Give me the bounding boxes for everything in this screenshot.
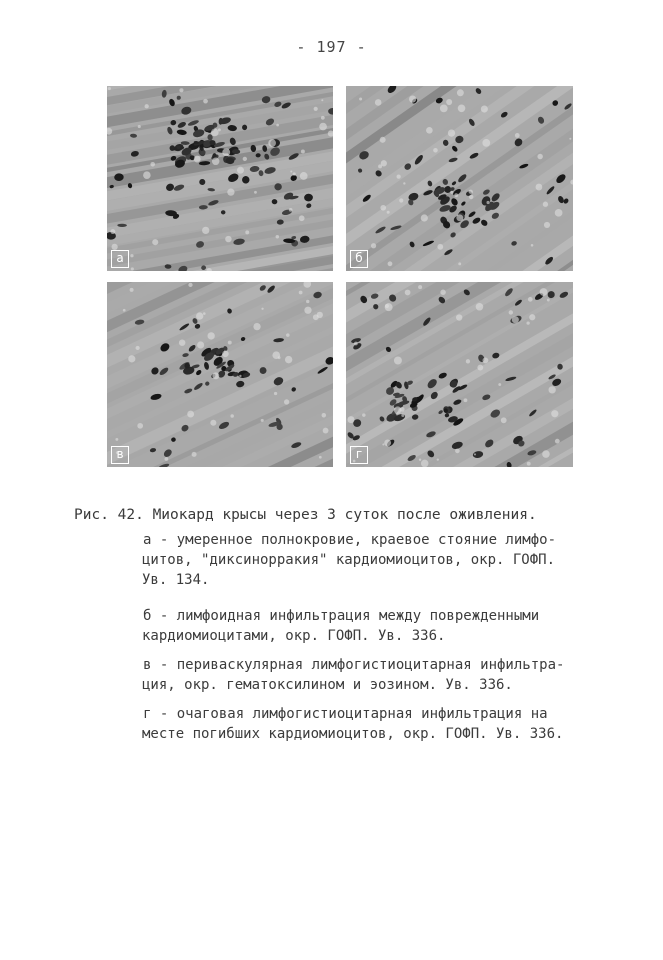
micrograph-image bbox=[346, 86, 573, 271]
caption-line: цитов, "диксинорракия" кардиомиоцитов, окр. ГОФП. bbox=[142, 552, 556, 568]
caption-line: а - умеренное полнокровие, краевое стояние лимфо- bbox=[143, 532, 557, 548]
caption-line: Ув. 134. bbox=[142, 572, 210, 588]
caption-item-a bbox=[143, 530, 583, 590]
micrograph-image bbox=[107, 282, 333, 467]
caption-line: кардиомиоцитами, окр. ГОФП. Ув. 336. bbox=[142, 628, 446, 644]
micrograph-image bbox=[346, 282, 573, 467]
panel-label: б bbox=[350, 250, 368, 268]
caption-line: г - очаговая лимфогистиоцитарная инфильтрация на bbox=[143, 706, 548, 722]
caption-line: месте погибших кардиомиоцитов, окр. ГОФП. Ув. 336. bbox=[142, 726, 564, 742]
page-number: - 197 - bbox=[296, 38, 367, 56]
micrograph-a bbox=[107, 86, 333, 271]
micrograph-image bbox=[107, 86, 333, 271]
panel-label: в bbox=[111, 446, 129, 464]
caption-line: ция, окр. гематоксилином и эозином. Ув. 336. bbox=[142, 677, 513, 693]
panel-label: а bbox=[111, 250, 129, 268]
micrograph-b bbox=[346, 86, 573, 271]
caption-line: б - лимфоидная инфильтрация между поврежденными bbox=[143, 608, 540, 624]
caption-item-v bbox=[143, 655, 583, 695]
figure-caption: Рис. 42. Миокард крысы через 3 суток после оживления. bbox=[74, 507, 537, 523]
caption-item-b bbox=[143, 606, 583, 646]
micrograph-g bbox=[346, 282, 573, 467]
micrograph-v bbox=[107, 282, 333, 467]
caption-item-g bbox=[143, 704, 583, 744]
caption-line: в - периваскулярная лимфогистиоцитарная инфильтра- bbox=[143, 657, 565, 673]
panel-label: г bbox=[350, 446, 368, 464]
